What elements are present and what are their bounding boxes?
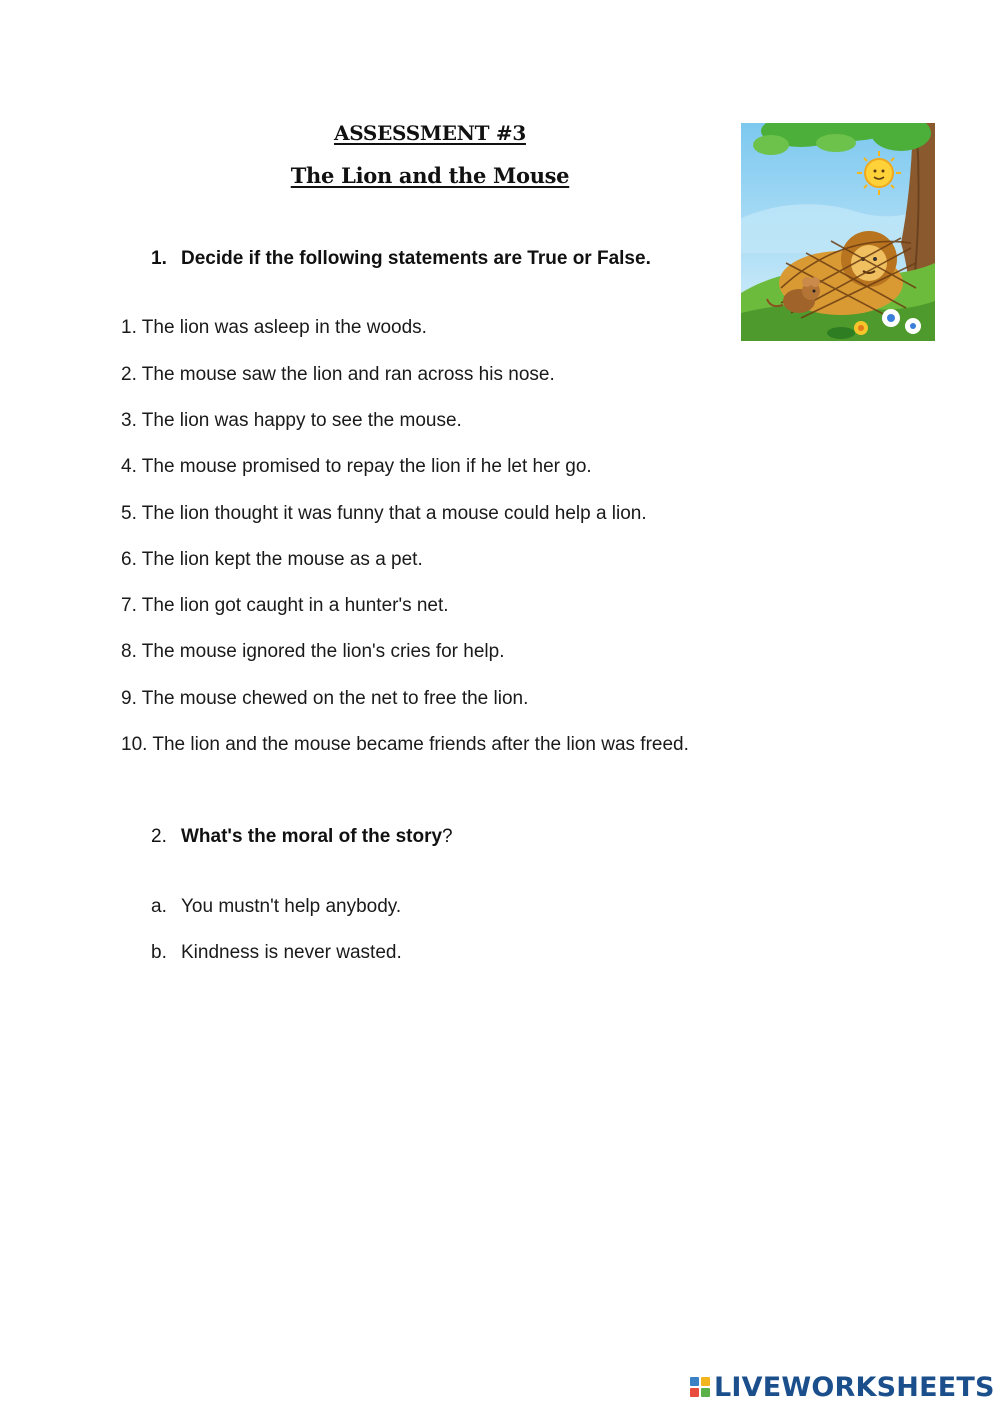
question-2-number: 2.	[151, 826, 167, 847]
liveworksheets-logo	[690, 1372, 995, 1402]
statement-10: 10. The lion and the mouse became friends after the lion was freed.	[121, 734, 689, 755]
question-2-heading	[151, 826, 453, 848]
statement-1: 1. The lion was asleep in the woods.	[121, 317, 427, 338]
question-1-heading	[151, 248, 651, 270]
logo-square-green	[701, 1388, 710, 1397]
question-2-text: What's the moral of the story	[181, 826, 443, 847]
liveworksheets-logo-icon	[690, 1377, 710, 1397]
option-b-text: Kindness is never wasted.	[181, 942, 402, 963]
option-a-text: You mustn't help anybody.	[181, 896, 402, 917]
statement-4: 4. The mouse promised to repay the lion if he let her go.	[121, 456, 592, 477]
option-b-letter: b.	[151, 942, 167, 963]
logo-square-blue	[690, 1377, 699, 1386]
statement-6: 6. The lion kept the mouse as a pet.	[121, 549, 423, 570]
option-a	[151, 896, 401, 918]
option-a-letter: a.	[151, 896, 167, 917]
question-1-number: 1.	[151, 248, 167, 269]
question-2-mark: ?	[442, 826, 453, 847]
option-b	[151, 942, 402, 964]
liveworksheets-brand-text: LIVEWORKSHEETS	[714, 1371, 995, 1403]
statement-5: 5. The lion thought it was funny that a mouse could help a lion.	[121, 503, 647, 524]
logo-square-red	[690, 1388, 699, 1397]
statement-3: 3. The lion was happy to see the mouse.	[121, 410, 462, 431]
question-1-instruction: Decide if the following statements are True or False.	[181, 248, 651, 269]
story-title: The Lion and the Mouse	[290, 163, 570, 188]
logo-square-yellow	[701, 1377, 710, 1386]
statement-7: 7. The lion got caught in a hunter's net.	[121, 595, 449, 616]
statement-8: 8. The mouse ignored the lion's cries for help.	[121, 641, 505, 662]
assessment-title: ASSESSMENT #3	[334, 121, 526, 145]
statement-9: 9. The mouse chewed on the net to free the lion.	[121, 688, 529, 709]
statement-2: 2. The mouse saw the lion and ran across his nose.	[121, 364, 555, 385]
lion-caught-in-net-with-mouse-illustration	[741, 123, 935, 341]
